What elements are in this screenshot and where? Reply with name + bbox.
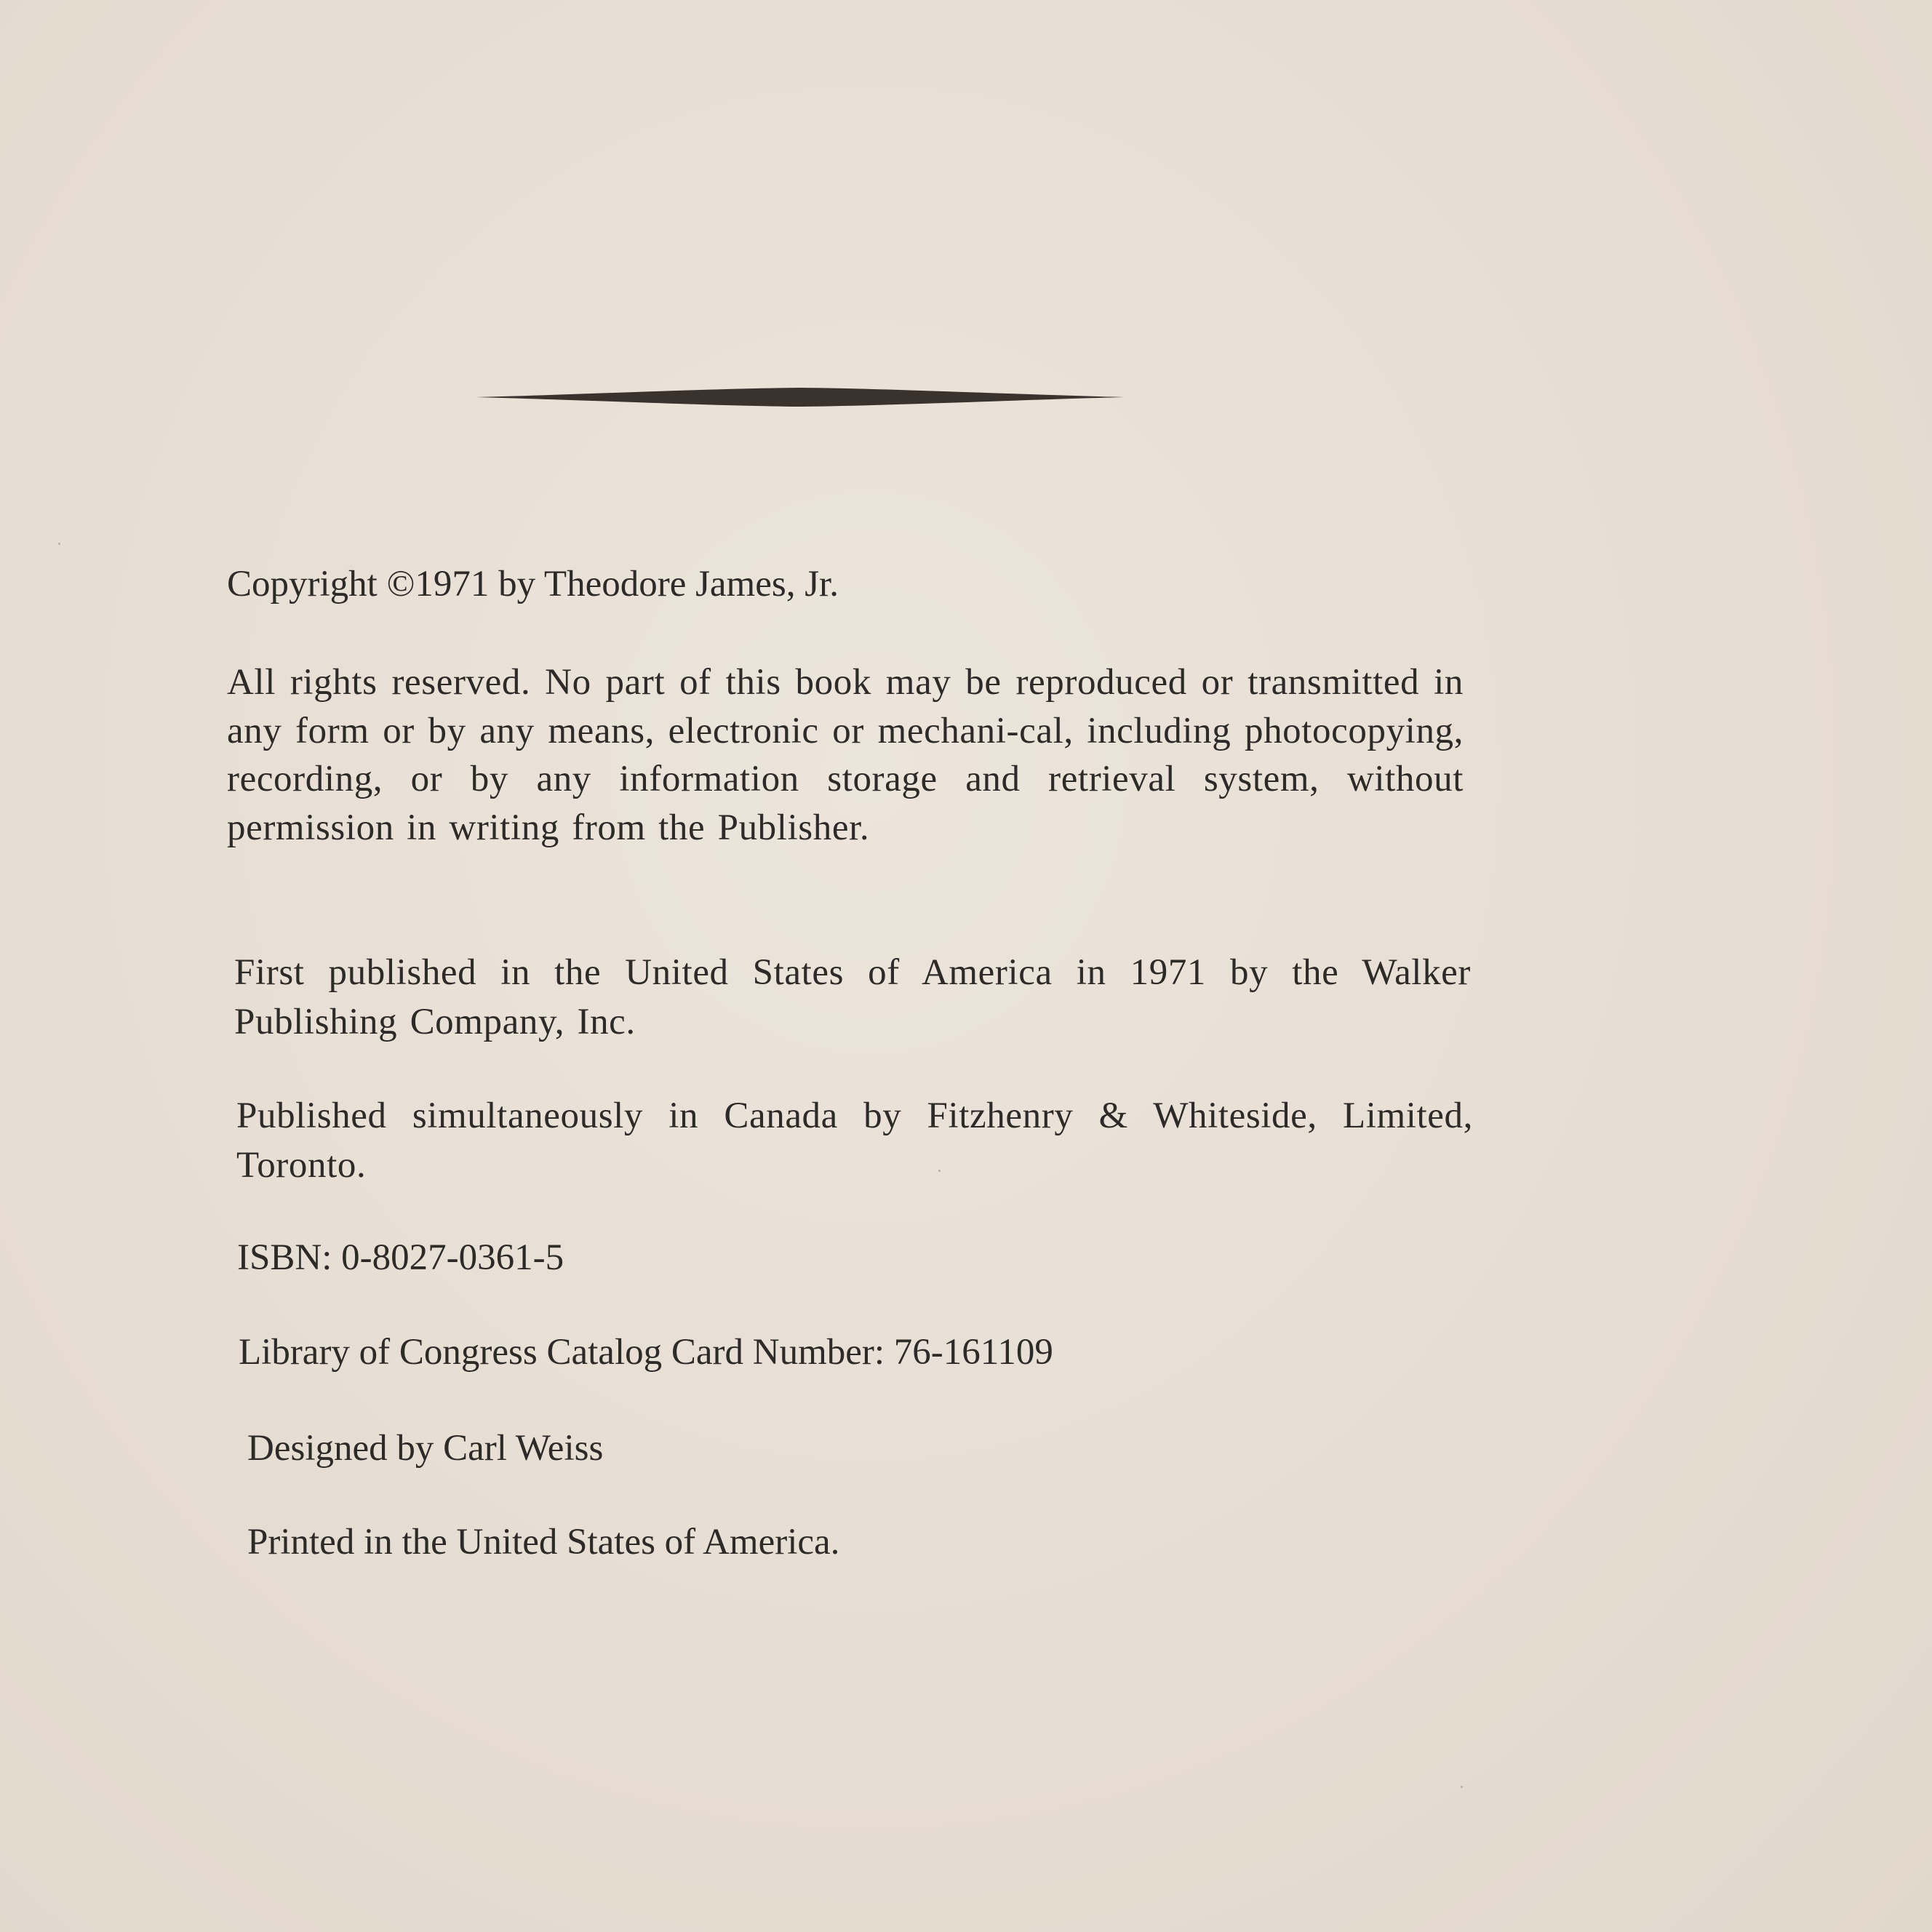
designer-line: Designed by Carl Weiss xyxy=(247,1428,604,1469)
printed-line: Printed in the United States of America. xyxy=(247,1522,840,1562)
isbn-line: ISBN: 0-8027-0361-5 xyxy=(237,1237,564,1278)
rights-paragraph: All rights reserved. No part of this book may be reproduced or transmitted in any form or by any means, electronic or mechani-cal, including photocopying, recording, or by any information storage and retrieval system, without permission in writing from the Publisher. xyxy=(227,662,1464,848)
loc-catalog-line: Library of Congress Catalog Card Number: 76-161109 xyxy=(239,1332,1053,1373)
first-published-paragraph: First published in the United States of America in 1971 by the Walker Publishing Company, Inc. xyxy=(234,952,1471,1042)
paper-speck xyxy=(1461,1786,1463,1788)
canada-paragraph: Published simultaneously in Canada by Fitzhenry & Whiteside, Limited, Toronto. xyxy=(236,1095,1473,1186)
ornamental-rule xyxy=(476,386,1124,409)
paper-speck xyxy=(938,1170,941,1172)
paper-speck xyxy=(58,543,60,545)
copyright-line: Copyright ©1971 by Theodore James, Jr. xyxy=(227,564,839,604)
